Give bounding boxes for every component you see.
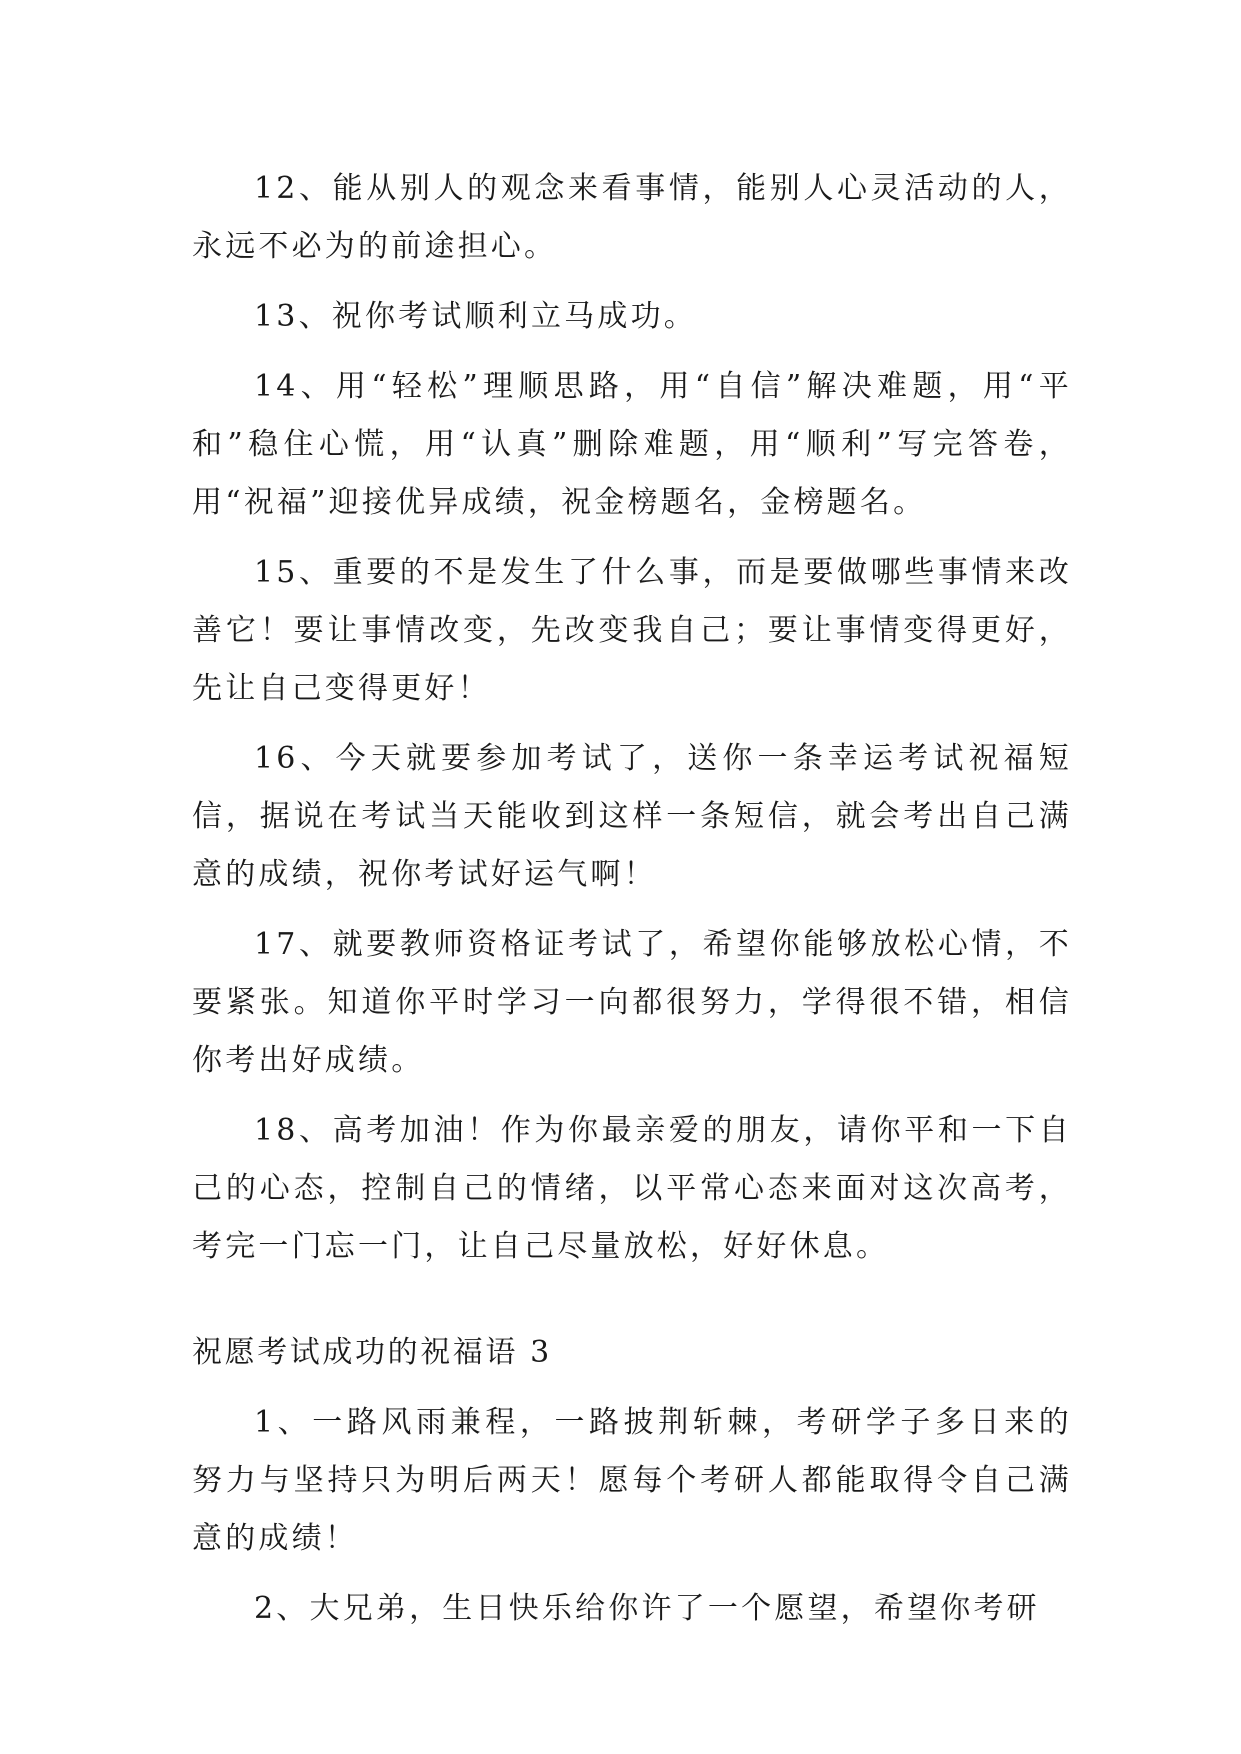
paragraph-15: 15、重要的不是发生了什么事，而是要做哪些事情来改善它！要让事情改变，先改变我自己；要让事情变得更好，先让自己变得更好！ <box>192 555 1072 706</box>
section-title: 祝愿考试成功的祝福语 3 <box>192 1335 552 1370</box>
paragraph-18: 18、高考加油！作为你最亲爱的朋友，请你平和一下自己的心态，控制自己的情绪，以平常心态来面对这次高考，考完一门忘一门，让自己尽量放松，好好休息。 <box>192 1113 1072 1264</box>
paragraph-14: 14、用“轻松”理顺思路，用“自信”解决难题，用“平和”稳住心慌，用“认真”删除难题，用“顺利”写完答卷，用“祝福”迎接优异成绩，祝金榜题名，金榜题名。 <box>192 369 1072 520</box>
paragraph-17: 17、就要教师资格证考试了，希望你能够放松心情，不要紧张。知道你平时学习一向都很努力，学得很不错，相信你考出好成绩。 <box>192 927 1072 1078</box>
paragraph-13: 13、祝你考试顺利立马成功。 <box>254 299 697 334</box>
paragraph-1: 1、一路风雨兼程，一路披荆斩棘，考研学子多日来的努力与坚持只为明后两天！愿每个考研人都能取得令自己满意的成绩！ <box>192 1405 1072 1556</box>
paragraph-16: 16、今天就要参加考试了，送你一条幸运考试祝福短信，据说在考试当天能收到这样一条短信，就会考出自己满意的成绩，祝你考试好运气啊！ <box>192 741 1072 892</box>
document-body <box>192 160 1072 1650</box>
paragraph-2: 2、大兄弟，生日快乐给你许了一个愿望，希望你考研 <box>254 1591 1040 1626</box>
paragraph-12: 12、能从别人的观念来看事情，能别人心灵活动的人，永远不必为的前途担心。 <box>192 171 1072 264</box>
